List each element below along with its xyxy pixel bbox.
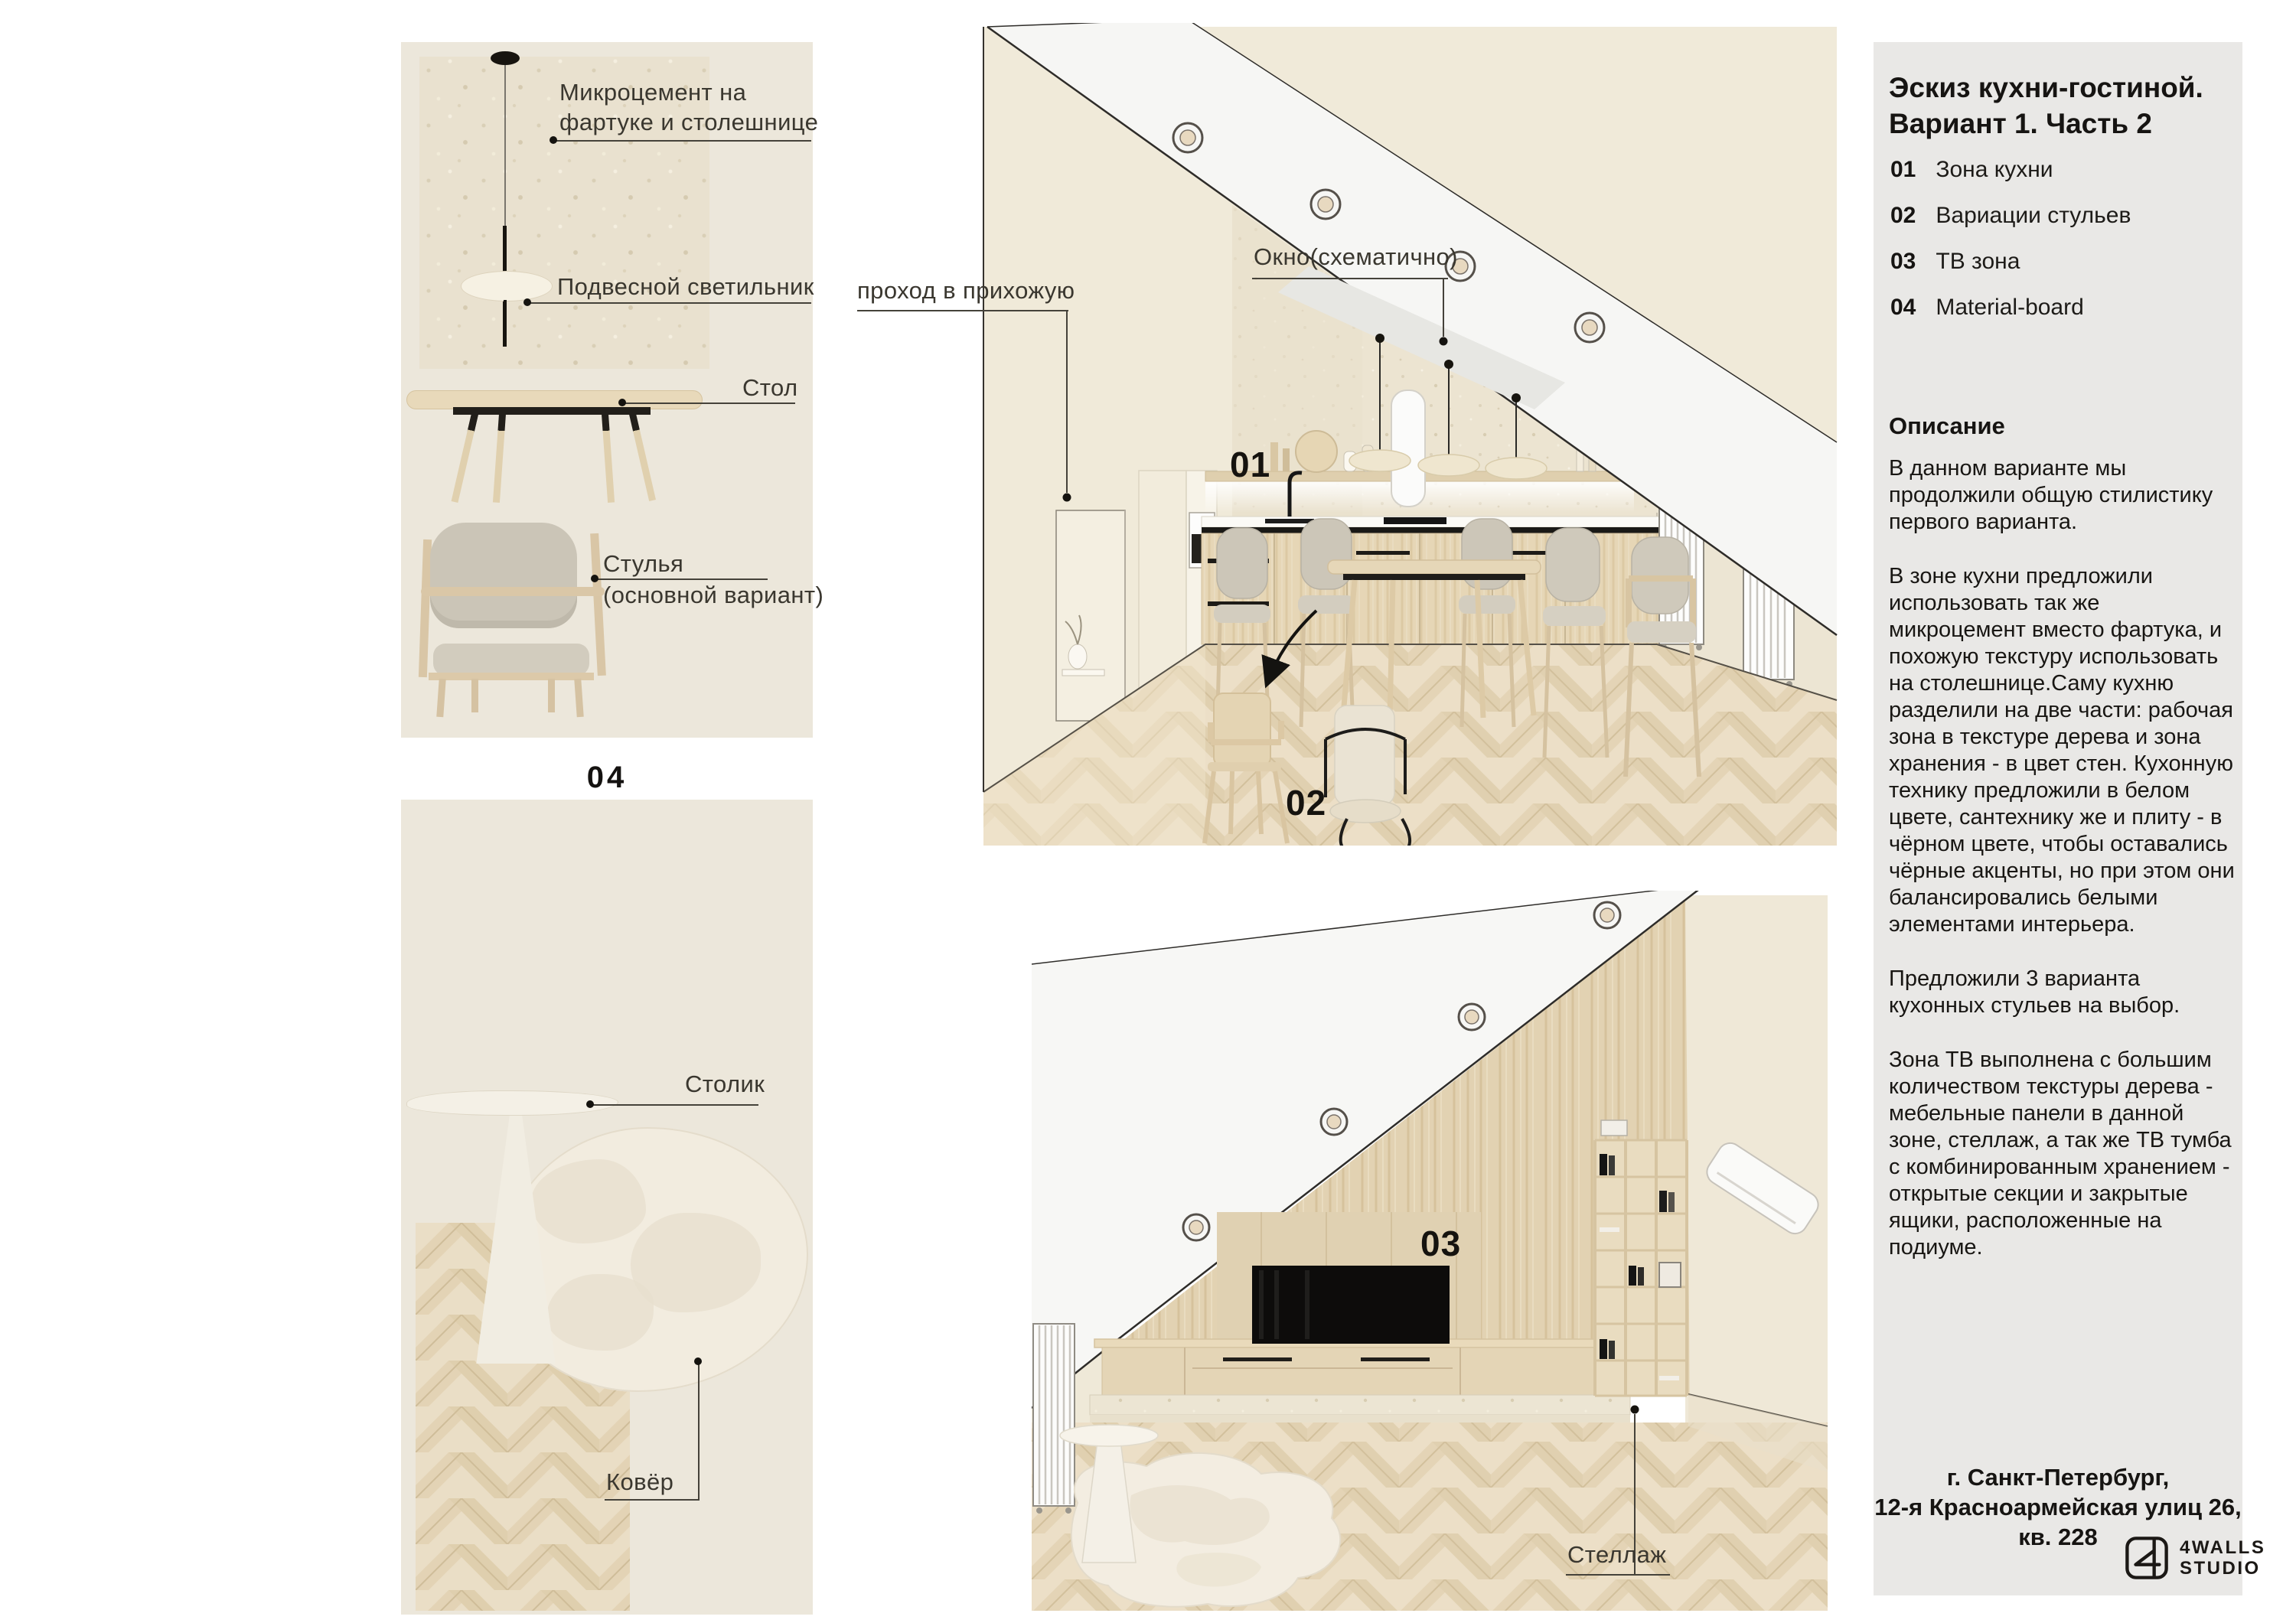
pendant-leader-dot — [523, 298, 531, 306]
material-board-number: 04 — [586, 761, 628, 794]
chairs-leader-dot — [591, 575, 598, 582]
book-flat — [1600, 1227, 1619, 1232]
rug-label: Ковёр — [606, 1468, 674, 1495]
book — [1638, 1267, 1644, 1286]
side-table-leader-dot — [586, 1100, 594, 1108]
book — [1600, 1339, 1607, 1359]
hallway-label: проход в прихожую — [857, 277, 1075, 304]
handle — [1361, 1357, 1430, 1361]
panel-title: Эскиз кухни-гостиной. Вариант 1. Часть 2 — [1889, 72, 2203, 139]
handle — [1223, 1357, 1292, 1361]
table-leg — [452, 413, 478, 503]
legend-item-02 — [1890, 203, 2131, 229]
table-leg — [602, 414, 615, 503]
pendant-label: Подвесной светильник — [557, 273, 814, 300]
legend-label: ТВ зона — [1936, 249, 2020, 274]
legend-item-01 — [1890, 157, 2053, 183]
chair-leg — [574, 679, 583, 718]
cooker-hood — [1391, 390, 1425, 507]
pendant-leader-line — [527, 302, 811, 304]
studio-address: г. Санкт-Петербург, 12-я Красноармейская улиц 26, кв. 228 — [1874, 1464, 2242, 1550]
cooktop — [1384, 517, 1446, 524]
legend-item-03 — [1890, 249, 2020, 275]
paragraph: Предложили 3 варианта кухонных стульев на выбор. — [1889, 966, 2180, 1018]
chair-backrest — [430, 523, 577, 628]
paragraph: В данном варианте мы продолжили общую стилистику первого варианта. — [1889, 456, 2213, 534]
console-shelf — [1062, 670, 1104, 676]
handle — [1356, 551, 1410, 555]
dining-table-frame — [1343, 574, 1525, 580]
vase — [1068, 644, 1087, 669]
table-frame — [453, 407, 651, 415]
podium — [1090, 1395, 1630, 1423]
shelving-label: Стеллаж — [1567, 1541, 1667, 1568]
hallway-door — [1056, 510, 1125, 721]
zone-02-label: 02 — [1286, 783, 1327, 823]
book-flat — [1659, 1376, 1679, 1380]
microcement-leader-line — [554, 140, 811, 142]
rug-leader-underline — [605, 1499, 700, 1501]
pendant-lamp-rod-lower — [504, 300, 507, 344]
description-heading: Описание — [1889, 412, 2005, 439]
paragraph: Зона ТВ выполнена с большим количеством текстуры дерева - мебельные панели в данной зоне, стеллаж, а так же ТВ тумба с комбинированным хранением - открытые секции и закрытые ящики, расположенные на подиуме. — [1889, 1048, 2232, 1260]
material-board-card-1 — [401, 42, 824, 738]
shelving-unit — [1595, 1120, 1687, 1396]
legend-item-04 — [1890, 295, 2084, 321]
tv-zone-render — [1032, 891, 1828, 1611]
paragraph: В зоне кухни предложили использовать так же микроцемент вместо фартука, и похожую текстуру использовать на столешнице.Саму кухню разделили на две части: рабочая зона в текстуре дерева и зона хранения - в цвет стен. Кухонную технику предложили в белом цвете, сантехнику же и плиту - в чёрном цвете, чтобы оставались чёрные акценты, но при этом они балансировались белыми элементами интерьера. — [1889, 564, 2235, 937]
book — [1609, 1341, 1615, 1359]
zone-01-label: 01 — [1230, 445, 1271, 484]
book — [1668, 1192, 1675, 1212]
radiator — [1033, 1324, 1075, 1514]
legend-label: Зона кухни — [1936, 157, 2053, 182]
material-board-card-2 — [401, 800, 813, 1615]
legend-label: Material-board — [1936, 295, 2084, 320]
pendant-lamp-canopy — [491, 51, 520, 65]
info-panel — [1874, 42, 2266, 1595]
chair-armrest — [421, 587, 605, 596]
legend-label: Вариации стульев — [1936, 203, 2131, 228]
rug-leader-line — [698, 1364, 700, 1499]
microcement-label: Микроцемент на фартуке и столешнице — [559, 79, 819, 135]
chair-seat — [433, 644, 589, 676]
pendant-lamp-cord — [504, 65, 506, 227]
legend-num: 01 — [1890, 157, 1916, 182]
book — [1629, 1266, 1636, 1286]
tv-stand — [1094, 1339, 1630, 1395]
rug-texture — [546, 1274, 654, 1351]
table-leader-dot — [618, 399, 626, 406]
zone-03-label: 03 — [1420, 1224, 1462, 1263]
legend-num: 04 — [1890, 295, 1916, 320]
chair-seat-rail — [429, 673, 594, 680]
description-text — [1889, 455, 2235, 1289]
rug-leader-dot — [694, 1357, 702, 1365]
table-leg — [493, 414, 506, 503]
sink — [1265, 519, 1314, 523]
legend-num: 02 — [1890, 203, 1916, 228]
cutting-board — [1296, 431, 1337, 472]
legend-num: 03 — [1890, 249, 1916, 274]
pepper-mill — [1270, 442, 1278, 471]
book — [1609, 1155, 1615, 1175]
chair-leg — [436, 679, 445, 718]
4walls-logo-icon — [2125, 1536, 2169, 1580]
microcement-leader-dot — [550, 136, 557, 144]
kitchen-render — [857, 23, 1852, 846]
table-leg — [629, 413, 656, 501]
chair-leg — [548, 679, 555, 712]
kitchen-illustration — [857, 23, 1852, 846]
table-leader-line — [622, 402, 795, 404]
picture-frame — [1659, 1263, 1681, 1287]
studio-logo-text: 4WALLS STUDIO — [2180, 1537, 2266, 1579]
tv — [1252, 1266, 1450, 1344]
studio-logo — [2125, 1536, 2265, 1580]
pendant-lamp-shade — [461, 271, 553, 301]
books-on-top — [1601, 1120, 1627, 1136]
book — [1600, 1154, 1607, 1175]
pepper-mill — [1283, 448, 1290, 471]
chairs-leader-line — [595, 578, 768, 580]
book — [1659, 1191, 1667, 1212]
side-table-leader-line — [590, 1104, 758, 1106]
window-label: Окно(схематично) — [1254, 243, 1458, 270]
table-label: Стол — [742, 374, 798, 401]
chairs-label: Стулья (основной вариант) — [603, 550, 824, 608]
chair-leg — [471, 679, 478, 712]
side-table-label: Столик — [685, 1071, 765, 1097]
dining-table-top — [1328, 560, 1541, 574]
